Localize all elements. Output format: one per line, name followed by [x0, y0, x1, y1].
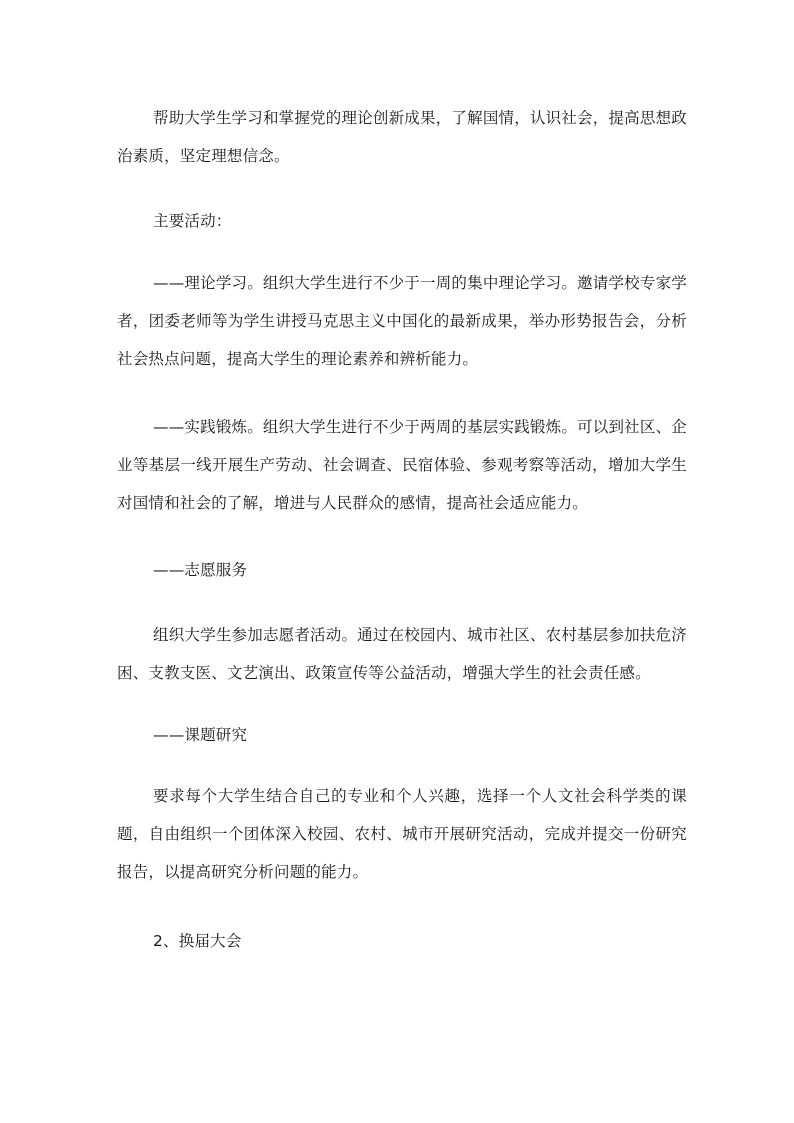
paragraph-volunteer-body: 组织大学生参加志愿者活动。通过在校园内、城市社区、农村基层参加扶危济困、支教支医、文艺演出、政策宣传等公益活动，增强大学生的社会责任感。 — [117, 626, 687, 682]
paragraph-research-body: 要求每个大学生结合自己的专业和个人兴趣，选择一个人文社会科学类的课题，自由组织一个团体深入校园、农村、城市开展研究活动，完成并提交一份研究报告，以提高研究分析问题的能力。 — [117, 787, 687, 881]
paragraph-research-heading: ——课题研究 — [153, 726, 248, 744]
paragraph-main-activities-heading: 主要活动： — [153, 212, 232, 230]
paragraph-practice: ——实践锻炼。组织大学生进行不少于两周的基层实践锻炼。可以到社区、企业等基层一线开展生产劳动、社会调查、民宿体验、参观考察等活动，增加大学生对国情和社会的了解，增进与人民群众的感情，提高社会适应能力。 — [117, 418, 687, 512]
paragraph-intro: 帮助大学生学习和掌握党的理论创新成果，了解国情，认识社会，提高思想政治素质，坚定理想信念。 — [117, 109, 687, 165]
paragraph-volunteer-heading: ——志愿服务 — [153, 561, 248, 579]
paragraph-theory-study: ——理论学习。组织大学生进行不少于一周的集中理论学习。邀请学校专家学者，团委老师等为学生讲授马克思主义中国化的最新成果，举办形势报告会，分析社会热点问题，提高大学生的理论素养和辨析能力。 — [117, 274, 687, 368]
paragraph-section-2-heading: 2、换届大会 — [153, 932, 242, 950]
